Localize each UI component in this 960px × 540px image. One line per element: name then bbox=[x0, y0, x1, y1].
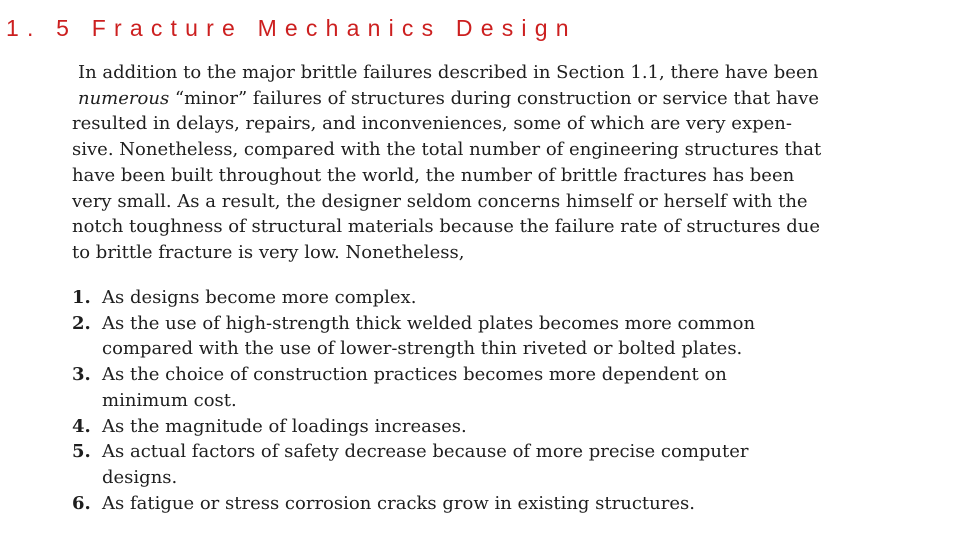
paragraph-line: very small. As a result, the designer seldom concerns himself or herself with the bbox=[72, 190, 808, 212]
paragraph-line: notch toughness of structural materials because the failure rate of structures due bbox=[72, 216, 820, 238]
list-item bbox=[72, 439, 755, 490]
scanned-text-block bbox=[72, 60, 862, 520]
list-line: As designs become more complex. bbox=[102, 287, 417, 308]
list-line: As fatigue or stress corrosion cracks grow in existing structures. bbox=[102, 492, 695, 514]
list-line: As the use of high-strength thick welded plates becomes more common bbox=[102, 312, 756, 334]
list-item bbox=[72, 414, 755, 440]
list-text bbox=[102, 285, 416, 311]
paragraph-line bbox=[72, 86, 862, 112]
list-number: 2. bbox=[72, 312, 91, 334]
list-text bbox=[102, 414, 467, 440]
list-number: 6. bbox=[72, 492, 91, 514]
paragraph-line: In addition to the major brittle failures described in Section 1.1, there have been bbox=[78, 62, 819, 83]
list-line: As the choice of construction practices becomes more dependent on bbox=[102, 364, 727, 386]
paragraph-line-rest: “minor” failures of structures during construction or service that have bbox=[169, 87, 820, 109]
paragraph-line: have been built throughout the world, the number of brittle fractures has been bbox=[72, 164, 795, 186]
list-text bbox=[102, 491, 695, 517]
body-paragraph bbox=[72, 60, 862, 266]
list-line: minimum cost. bbox=[102, 389, 237, 411]
list-number: 5. bbox=[72, 441, 91, 463]
list-text bbox=[102, 439, 749, 490]
list-line: designs. bbox=[102, 466, 178, 488]
list-number: 4. bbox=[72, 415, 91, 437]
list-item bbox=[72, 491, 755, 517]
list-line: As the magnitude of loadings increases. bbox=[102, 415, 467, 437]
list-line: compared with the use of lower-strength thin riveted or bolted plates. bbox=[102, 338, 743, 360]
list-item bbox=[72, 285, 755, 311]
slide-title: 1. 5 Fracture Mechanics Design bbox=[6, 15, 577, 41]
numbered-list bbox=[72, 285, 755, 516]
list-line: As actual factors of safety decrease because of more precise computer bbox=[102, 441, 749, 463]
list-item bbox=[72, 311, 755, 362]
paragraph-line: resulted in delays, repairs, and inconveniences, some of which are very expen- bbox=[72, 113, 792, 135]
paragraph-line: sive. Nonetheless, compared with the total number of engineering structures that bbox=[72, 139, 822, 161]
list-text bbox=[102, 311, 755, 362]
emphasis-text: numerous bbox=[78, 87, 170, 109]
paragraph-line: to brittle fracture is very low. Nonetheless, bbox=[72, 241, 465, 263]
list-number: 3. bbox=[72, 364, 91, 386]
list-number: 1. bbox=[72, 287, 91, 308]
list-item bbox=[72, 362, 755, 413]
list-text bbox=[102, 362, 727, 413]
